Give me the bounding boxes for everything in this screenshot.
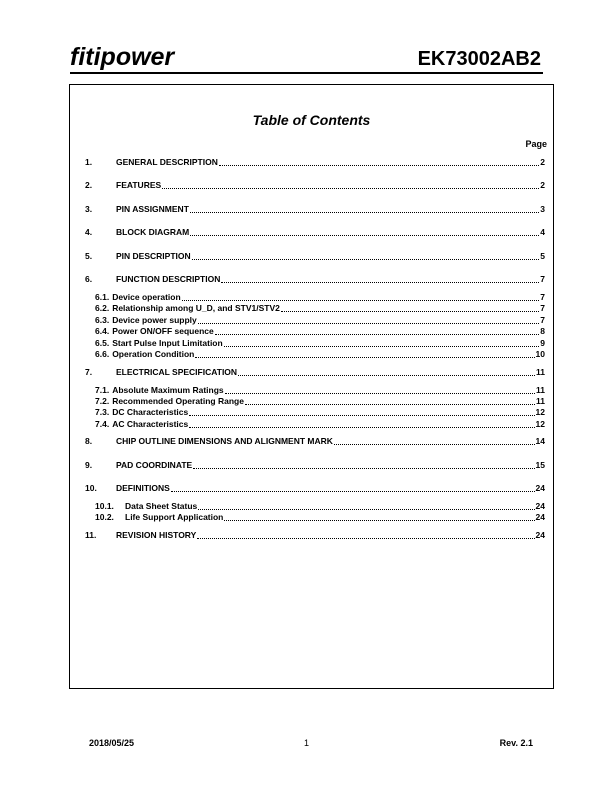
toc-page-column-label: Page [525, 139, 547, 149]
dot-leader [238, 375, 535, 376]
toc-entry-number: 7.3. [95, 407, 110, 417]
toc-entry-page: 8 [540, 326, 545, 336]
toc-subentry[interactable] [95, 292, 545, 303]
toc-entry-number: 6.1. [95, 292, 110, 302]
toc-subentry[interactable] [95, 396, 545, 407]
toc-entry-title: PIN ASSIGNMENT [116, 204, 189, 214]
toc-entry-title: Start Pulse Input Limitation [112, 338, 223, 348]
toc-entry-page: 9 [540, 338, 545, 348]
footer-revision: Rev. 2.1 [499, 738, 533, 748]
dot-leader [219, 165, 539, 166]
toc-entry-title: Operation Condition [112, 349, 195, 359]
toc-subentry[interactable] [95, 326, 545, 337]
toc-entry-number: 8. [85, 436, 93, 446]
footer-page-number: 1 [304, 738, 310, 748]
toc-entry-number: 6.4. [95, 326, 110, 336]
toc-entry-page: 11 [536, 367, 545, 377]
dot-leader [171, 491, 535, 492]
toc-subentry[interactable] [95, 303, 545, 314]
toc-entry-title: PIN DESCRIPTION [116, 251, 191, 261]
toc-entry[interactable] [85, 367, 545, 378]
toc-entry-title: FEATURES [116, 180, 162, 190]
dot-leader [334, 444, 535, 445]
toc-entry-number: 6.3. [95, 315, 110, 325]
toc-entry-page: 11 [536, 396, 545, 406]
toc-title: Table of Contents [252, 112, 371, 128]
toc-entry-page: 12 [535, 419, 545, 429]
toc-entry-number: 7.1. [95, 385, 110, 395]
toc-entry-number: 7. [85, 367, 93, 377]
dot-leader [189, 427, 534, 428]
toc-entry[interactable] [85, 227, 545, 238]
toc-subentry[interactable] [95, 501, 545, 512]
toc-frame [69, 84, 554, 689]
header-divider [70, 72, 543, 74]
toc-entry-page: 11 [536, 385, 545, 395]
toc-entry-page: 3 [540, 204, 545, 214]
dot-leader [215, 334, 540, 335]
dot-leader [190, 212, 539, 213]
toc-entry-title: Device operation [112, 292, 181, 302]
toc-entry-title: BLOCK DIAGRAM [116, 227, 190, 237]
toc-subentry[interactable] [95, 315, 545, 326]
toc-entry-page: 7 [540, 274, 545, 284]
toc-entry-number: 2. [85, 180, 93, 190]
toc-entry-page: 7 [540, 292, 545, 302]
document-id: EK73002AB2 [417, 48, 541, 70]
dot-leader [190, 235, 539, 236]
toc-entry-page: 2 [540, 180, 545, 190]
toc-entry-page: 2 [540, 157, 545, 167]
toc-entry-title: Data Sheet Status [125, 501, 198, 511]
toc-entry-title: DC Characteristics [112, 407, 189, 417]
toc-entry[interactable] [85, 274, 545, 285]
toc-entry-page: 5 [540, 251, 545, 261]
toc-entry[interactable] [85, 251, 545, 262]
toc-entry-page: 4 [540, 227, 545, 237]
toc-entry-title: REVISION HISTORY [116, 530, 197, 540]
dot-leader [225, 393, 535, 394]
dot-leader [281, 311, 539, 312]
toc-subentry[interactable] [95, 512, 545, 523]
toc-entry[interactable] [85, 436, 545, 447]
toc-subentry[interactable] [95, 419, 545, 430]
toc-subentry[interactable] [95, 407, 545, 418]
toc-entry-number: 6.2. [95, 303, 110, 313]
dot-leader [193, 468, 534, 469]
dot-leader [189, 415, 534, 416]
toc-subentry[interactable] [95, 338, 545, 349]
toc-subentry[interactable] [95, 385, 545, 396]
toc-entry-page: 24 [535, 483, 545, 493]
toc-entry-title: Relationship among U_D, and STV1/STV2 [112, 303, 280, 313]
toc-entry-title: Life Support Application [125, 512, 224, 522]
dot-leader [182, 300, 540, 301]
toc-entry[interactable] [85, 530, 545, 541]
dot-leader [197, 538, 534, 539]
toc-entry-number: 10.1. [95, 501, 114, 511]
toc-entry-number: 3. [85, 204, 93, 214]
dot-leader [162, 188, 539, 189]
toc-entry-title: FUNCTION DESCRIPTION [116, 274, 221, 284]
toc-entry-number: 5. [85, 251, 93, 261]
toc-entry-page: 15 [535, 460, 545, 470]
dot-leader [192, 259, 540, 260]
toc-entry[interactable] [85, 204, 545, 215]
toc-entry-title: AC Characteristics [112, 419, 189, 429]
toc-entry-title: CHIP OUTLINE DIMENSIONS AND ALIGNMENT MARK [116, 436, 333, 446]
dot-leader [224, 520, 534, 521]
toc-entry-title: Power ON/OFF sequence [112, 326, 214, 336]
toc-entry-title: GENERAL DESCRIPTION [116, 157, 218, 167]
toc-entry-page: 24 [535, 512, 545, 522]
toc-entry-title: Recommended Operating Range [112, 396, 244, 406]
toc-entry-number: 10. [85, 483, 97, 493]
brand-logo-text: fitipower [70, 43, 175, 71]
toc-entry-title: PAD COORDINATE [116, 460, 193, 470]
toc-entry[interactable] [85, 157, 545, 168]
toc-entry-number: 7.4. [95, 419, 110, 429]
toc-entry-title: DEFINITIONS [116, 483, 170, 493]
toc-entry-page: 24 [535, 530, 545, 540]
toc-entry-page: 7 [540, 315, 545, 325]
toc-entry-title: Absolute Maximum Ratings [112, 385, 224, 395]
toc-entry-page: 24 [535, 501, 545, 511]
dot-leader [195, 357, 534, 358]
toc-entry-number: 1. [85, 157, 93, 167]
toc-entry-number: 6.6. [95, 349, 110, 359]
toc-entry-page: 7 [540, 303, 545, 313]
dot-leader [198, 509, 534, 510]
toc-entry-number: 9. [85, 460, 93, 470]
toc-entry[interactable] [85, 483, 545, 494]
toc-entry[interactable] [85, 180, 545, 191]
dot-leader [224, 346, 540, 347]
toc-entry-number: 6. [85, 274, 93, 284]
toc-entry-number: 10.2. [95, 512, 114, 522]
dot-leader [221, 282, 539, 283]
toc-entry-title: Device power supply [112, 315, 197, 325]
toc-entry-page: 10 [535, 349, 545, 359]
toc-entry-title: ELECTRICAL SPECIFICATION [116, 367, 238, 377]
toc-entry-page: 14 [535, 436, 545, 446]
toc-entry-page: 12 [535, 407, 545, 417]
toc-entry-number: 7.2. [95, 396, 110, 406]
toc-entry-number: 6.5. [95, 338, 110, 348]
dot-leader [245, 404, 535, 405]
toc-entry[interactable] [85, 460, 545, 471]
dot-leader [198, 323, 540, 324]
toc-entry-number: 11. [85, 530, 97, 540]
footer-date: 2018/05/25 [89, 738, 135, 748]
toc-entry-number: 4. [85, 227, 93, 237]
toc-subentry[interactable] [95, 349, 545, 360]
